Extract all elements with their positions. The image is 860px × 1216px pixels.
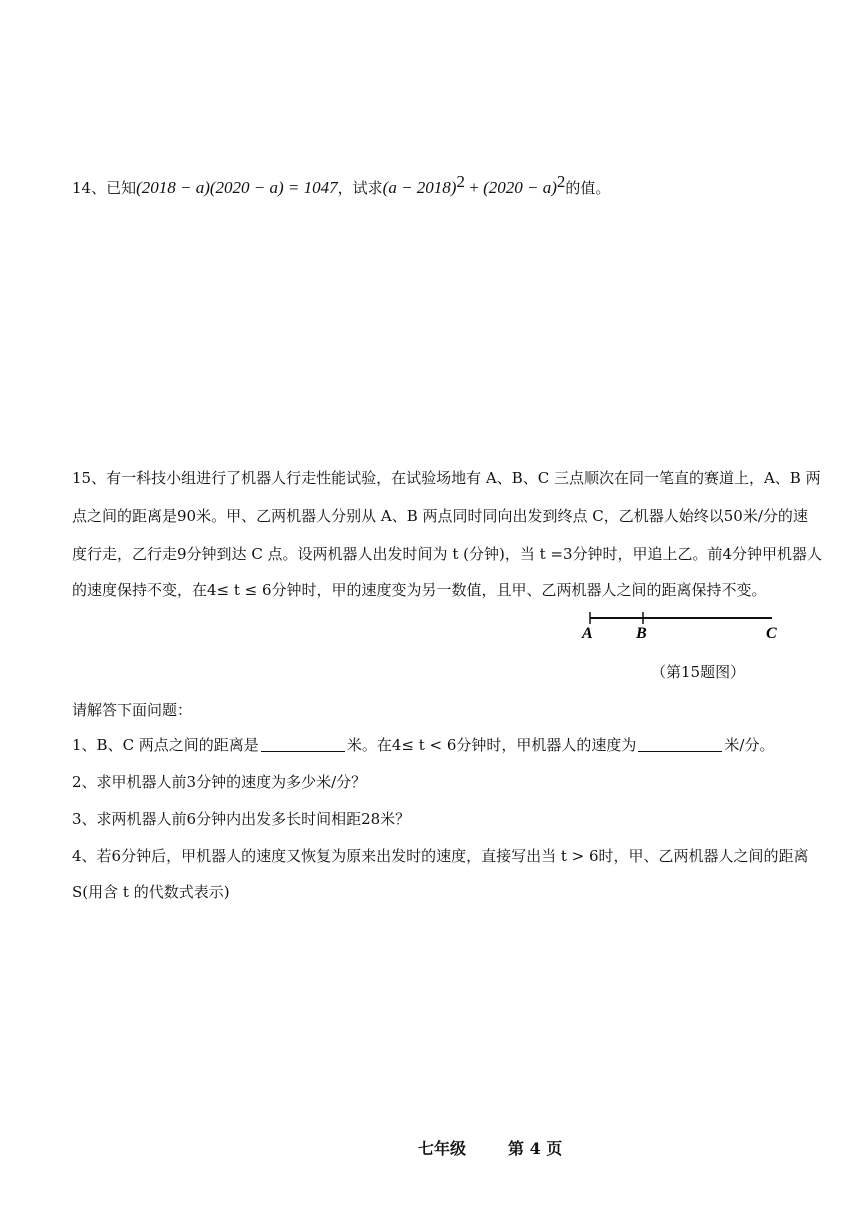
q15-sub-2: 2、求甲机器人前3分钟的速度为多少米/分？ (72, 773, 367, 791)
sub1-part-c: 米/分。 (724, 736, 775, 754)
label-b: B (636, 625, 647, 642)
footer-page-number: 第 4 页 (508, 1139, 563, 1158)
q14-expr-b: (2020 − a) (483, 178, 557, 197)
q15-sub-3: 3、求两机器人前6分钟内出发多长时间相距28米？ (72, 810, 411, 828)
q14-exp-b: 2 (556, 172, 566, 191)
q15-sub-4-line-2: S(用含 t 的代数式表示) (72, 883, 230, 901)
q15-sub-1 (72, 735, 774, 755)
q14-given-equation: (2018 − a)(2020 − a) = 1047 (136, 178, 338, 197)
q14-exp-a: 2 (456, 172, 465, 191)
q14-suffix: 的值。 (565, 179, 611, 197)
sub1-part-a: 1、B、C 两点之间的距离是 (72, 736, 259, 754)
q14-expr-a: (a − 2018) (382, 178, 457, 197)
q14-prefix: 14、已知 (72, 179, 137, 197)
q15-figure-caption: （第15题图） (651, 663, 746, 681)
q14-mid: ，试求 (337, 179, 383, 197)
question-14 (72, 172, 610, 198)
label-c: C (766, 625, 777, 642)
q15-line-1: 15、有一科技小组进行了机器人行走性能试验，在试验场地有 A、B、C 三点顺次在同一笔直的赛道上，A、B 两 (72, 469, 821, 487)
footer-grade: 七年级 (418, 1139, 467, 1158)
sub1-part-b: 米。在4≤ t < 6分钟时，甲机器人的速度为 (346, 736, 637, 754)
q15-sub-4-line-1: 4、若6分钟后，甲机器人的速度又恢复为原来出发时的速度，直接写出当 t > 6时，甲、乙两机器人之间的距离 (72, 847, 809, 865)
q15-figure-segment (580, 608, 780, 652)
q15-line-2: 点之间的距离是90米。甲、乙两机器人分别从 A、B 两点同时同向出发到终点 C，乙机器人始终以50米/分的速 (72, 507, 808, 525)
q15-line-3: 度行走，乙行走9分钟到达 C 点。设两机器人出发时间为 t (分钟)，当 t =3分钟时，甲追上乙。前4分钟甲机器人 (72, 545, 823, 563)
q15-prompt: 请解答下面问题： (72, 701, 193, 719)
answer-blank-2[interactable] (638, 737, 722, 752)
q15-line-4: 的速度保持不变，在4≤ t ≤ 6分钟时，甲的速度变为另一数值，且甲、乙两机器人之间的距离保持不变。 (72, 581, 767, 599)
label-a: A (582, 625, 593, 642)
q14-plus: + (464, 178, 484, 197)
answer-blank-1[interactable] (261, 737, 345, 752)
